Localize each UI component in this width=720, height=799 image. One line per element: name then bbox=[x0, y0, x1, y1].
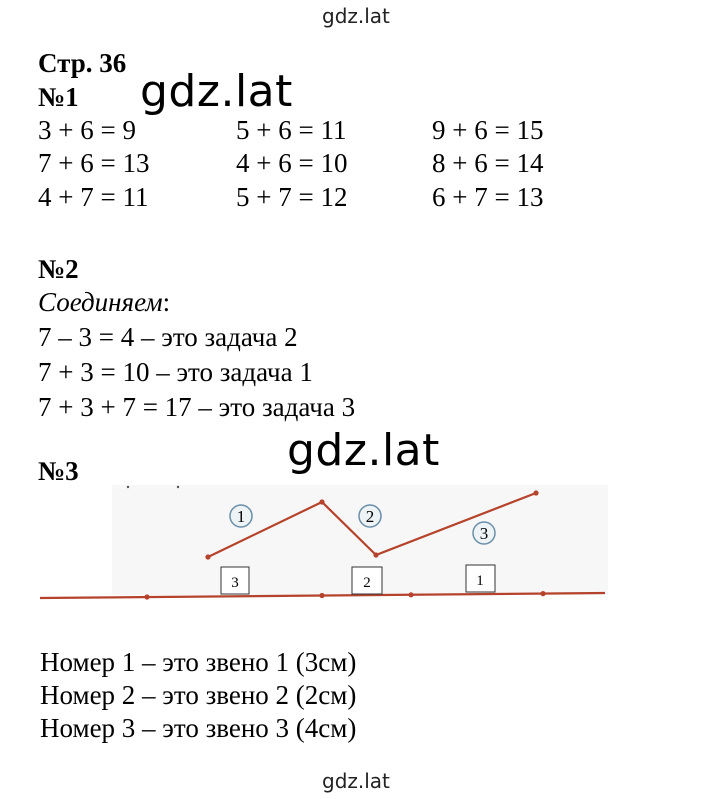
exercise-2-title: №2 bbox=[38, 254, 79, 284]
segment-label-2 bbox=[359, 505, 381, 527]
answer-box-1 bbox=[221, 567, 249, 594]
vertex-point bbox=[533, 490, 538, 495]
vertex-point bbox=[373, 552, 378, 557]
watermark-large-1: gdz.lat bbox=[140, 66, 293, 117]
equation: 3 + 6 = 9 bbox=[38, 115, 136, 145]
base-point bbox=[319, 593, 324, 598]
stray-dot bbox=[177, 486, 179, 488]
exercise-3-title: №3 bbox=[38, 456, 79, 486]
answer-box-text: 2 bbox=[363, 575, 371, 591]
watermark-top: gdz.lat bbox=[322, 4, 390, 28]
exercise-1-title: №1 bbox=[38, 82, 79, 112]
exercise-3-answer: Номер 2 – это звено 2 (2см) bbox=[40, 680, 357, 710]
broken-line-figure bbox=[0, 480, 720, 620]
vertex-point bbox=[319, 499, 324, 504]
base-point bbox=[540, 591, 545, 596]
base-point bbox=[408, 592, 413, 597]
intro-text: Соединяем bbox=[38, 287, 163, 317]
segment-label-3 bbox=[473, 522, 495, 544]
vertex-point bbox=[205, 554, 210, 559]
answer-box-3 bbox=[466, 565, 495, 592]
equation: 9 + 6 = 15 bbox=[432, 115, 544, 145]
exercise-3-answer: Номер 1 – это звено 1 (3см) bbox=[40, 647, 357, 677]
exercise-2-line: 7 – 3 = 4 – это задача 2 bbox=[38, 322, 298, 352]
base-point bbox=[144, 594, 149, 599]
exercise-2-line: 7 + 3 = 10 – это задача 1 bbox=[38, 357, 313, 387]
exercise-2-intro bbox=[38, 285, 170, 319]
segment-label-text: 1 bbox=[236, 507, 246, 526]
segment-label-text: 2 bbox=[365, 507, 375, 526]
equation: 4 + 7 = 11 bbox=[38, 182, 149, 212]
answer-box-text: 3 bbox=[231, 575, 239, 591]
equation: 8 + 6 = 14 bbox=[432, 148, 544, 178]
stray-dot bbox=[127, 486, 129, 488]
answer-box-2 bbox=[352, 567, 382, 594]
answer-box-text: 1 bbox=[476, 573, 484, 589]
equation: 7 + 6 = 13 bbox=[38, 148, 150, 178]
equation: 6 + 7 = 13 bbox=[432, 182, 544, 212]
watermark-large-2: gdz.lat bbox=[287, 425, 440, 476]
equation: 5 + 7 = 12 bbox=[236, 182, 348, 212]
equation: 5 + 6 = 11 bbox=[236, 115, 347, 145]
exercise-3-answer: Номер 3 – это звено 3 (4см) bbox=[40, 713, 357, 743]
exercise-2-line: 7 + 3 + 7 = 17 – это задача 3 bbox=[38, 392, 356, 422]
intro-colon: : bbox=[162, 287, 171, 317]
equation: 4 + 6 = 10 bbox=[236, 148, 348, 178]
page-label: Стр. 36 bbox=[38, 48, 127, 78]
segment-label-text: 3 bbox=[479, 524, 489, 543]
segment-label-1 bbox=[230, 505, 252, 527]
watermark-bottom: gdz.lat bbox=[322, 769, 390, 793]
